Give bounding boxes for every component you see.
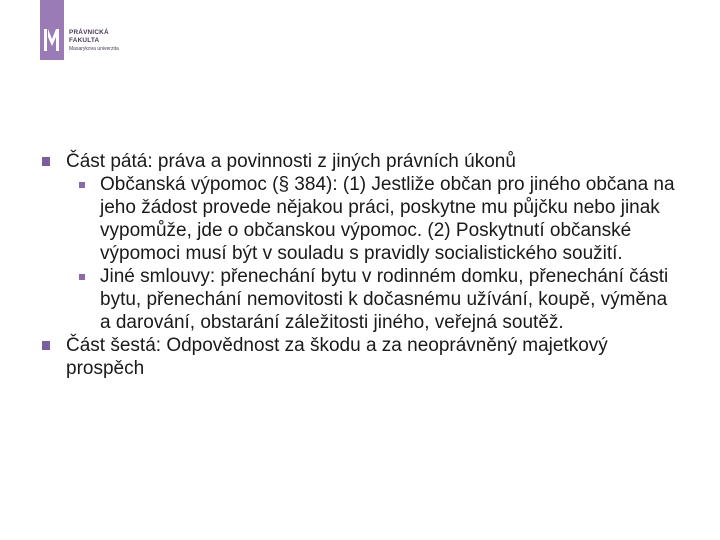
bullet-square-icon xyxy=(79,182,85,188)
sub-list-item-text: Občanská výpomoc (§ 384): (1) Jestliže občan pro jiného občana na jeho žádost provede nějakou práci, poskytne mu půjčku nebo jinak vypomůže, jde o občanskou výpomoc. (2) Poskytnutí občanské výpomoci musí být v souladu s pravidly socialistického soužití. xyxy=(100,174,675,264)
sub-list-item xyxy=(40,173,680,265)
mu-logo-icon xyxy=(44,29,60,51)
list-item-text: Část pátá: práva a povinnosti z jiných právních úkonů xyxy=(66,151,516,172)
sub-list-item-text: Jiné smlouvy: přenechání bytu v rodinném domku, přenechání části bytu, přenechání nemovitosti k dočasnému užívání, koupě, výměna a darování, obstarání záležitosti jiného, veřejná soutěž. xyxy=(100,266,669,333)
bullet-square-icon xyxy=(79,274,85,280)
bullet-square-icon xyxy=(42,157,50,166)
university-name: Masarykova univerzita xyxy=(69,45,119,52)
bullet-square-icon xyxy=(42,341,50,350)
faculty-name xyxy=(69,30,119,52)
list-item-text: Část šestá: Odpovědnost za škodu a za neoprávněný majetkový prospěch xyxy=(66,335,608,379)
faculty-name-line2: FAKULTA xyxy=(69,37,100,45)
list-item xyxy=(40,150,680,173)
faculty-logo xyxy=(40,0,64,60)
sub-list-item xyxy=(40,265,680,334)
list-item xyxy=(40,334,680,380)
faculty-name-line1: PRÁVNICKÁ xyxy=(69,29,109,36)
bullet-list xyxy=(40,150,680,380)
